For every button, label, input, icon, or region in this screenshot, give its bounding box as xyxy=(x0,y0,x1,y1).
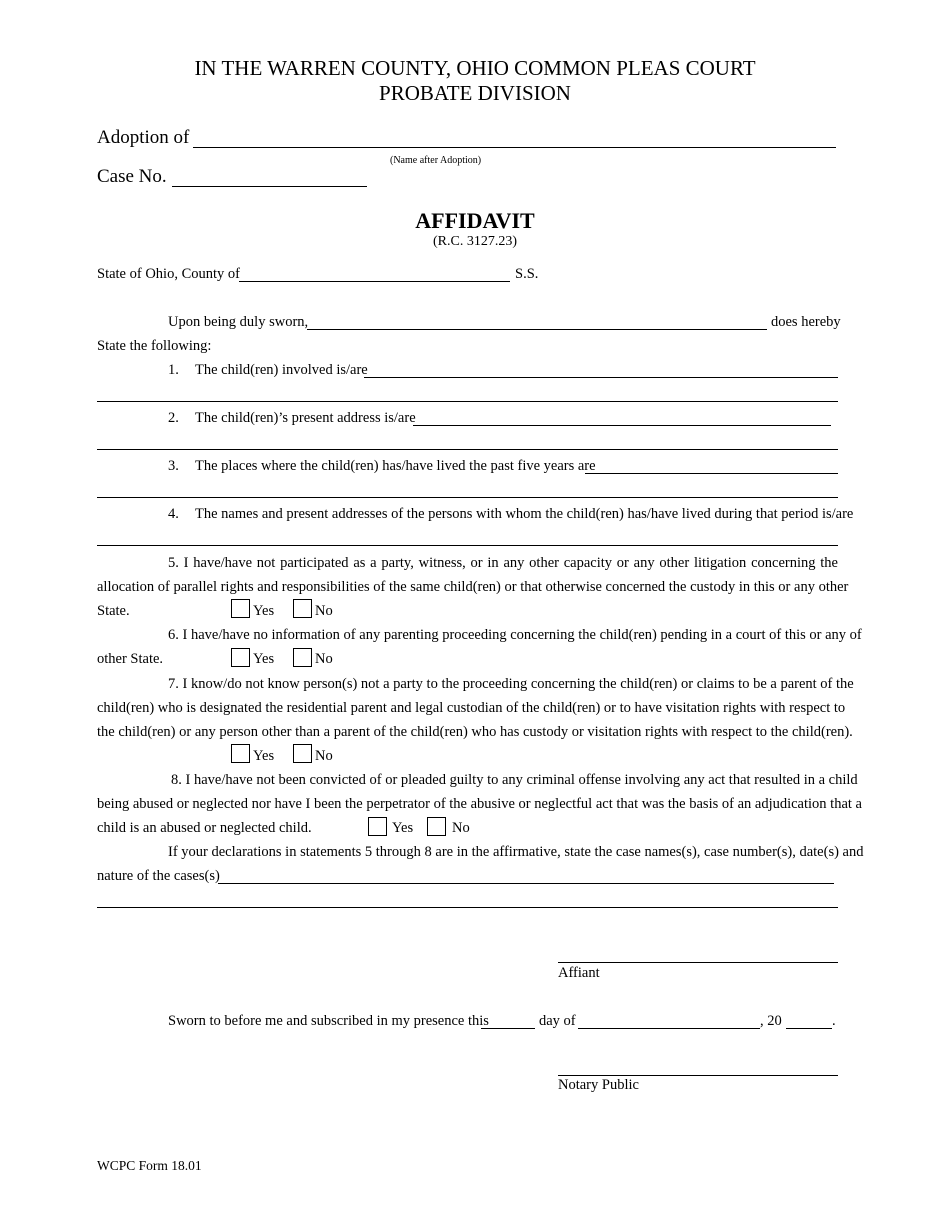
q8-line-1: 8. I have/have not been convicted of or pleaded guilty to any criminal offense involving any act that resulted in a child xyxy=(171,772,858,788)
affiant-label: Affiant xyxy=(558,965,600,981)
court-title: IN THE WARREN COUNTY, OHIO COMMON PLEAS COURT xyxy=(194,56,756,80)
affirmative-line-1: If your declarations in statements 5 through 8 are in the affirmative, state the case names(s), case number(s), date(s) and xyxy=(168,844,864,860)
q7-line-3: the child(ren) or any person other than a parent of the child(ren) who has custody or visitation rights with respect to the child(ren). xyxy=(97,724,853,740)
affiant-signature-line[interactable] xyxy=(558,962,838,963)
q8-yes-label: Yes xyxy=(392,820,414,836)
q7-yes-checkbox[interactable] xyxy=(231,744,250,763)
q5-line-1: 5. I have/have not participated as a party, witness, or in any other capacity or any other litigation concerning the xyxy=(168,555,838,571)
q6-no-label: No xyxy=(315,651,333,667)
item-3-field-continued[interactable] xyxy=(97,497,838,498)
affidavit-title: AFFIDAVIT xyxy=(415,208,535,233)
item-1-field[interactable] xyxy=(364,377,838,378)
item-4-field[interactable] xyxy=(97,545,838,546)
venue-label: State of Ohio, County of xyxy=(97,266,240,282)
affiant-name-field[interactable] xyxy=(307,329,767,330)
item-2-field-continued[interactable] xyxy=(97,449,838,450)
sworn-year-field[interactable] xyxy=(786,1028,832,1029)
q5-line-3: State. xyxy=(97,603,130,619)
q7-no-label: No xyxy=(315,748,333,764)
sworn-day-of: day of xyxy=(539,1013,576,1029)
item-2-text: The child(ren)’s present address is/are xyxy=(195,410,416,426)
q5-yes-checkbox[interactable] xyxy=(231,599,250,618)
item-3-text: The places where the child(ren) has/have lived the past five years are xyxy=(195,458,596,474)
item-1-field-continued[interactable] xyxy=(97,401,838,402)
adoption-label: Adoption of xyxy=(97,127,190,148)
affirmative-line-2: nature of the cases(s) xyxy=(97,868,220,884)
q7-line-1: 7. I know/do not know person(s) not a party to the proceeding concerning the child(ren) or claims to be a parent of the xyxy=(168,676,854,692)
q5-no-label: No xyxy=(315,603,333,619)
q7-no-checkbox[interactable] xyxy=(293,744,312,763)
q7-yes-label: Yes xyxy=(253,748,275,764)
q8-line-3: child is an abused or neglected child. xyxy=(97,820,312,836)
q6-line-1: 6. I have/have no information of any parenting proceeding concerning the child(ren) pending in a court of this or any of xyxy=(168,627,862,643)
q6-yes-label: Yes xyxy=(253,651,275,667)
q5-no-checkbox[interactable] xyxy=(293,599,312,618)
state-following: State the following: xyxy=(97,338,212,354)
sworn-statement: Sworn to before me and subscribed in my presence this xyxy=(168,1013,489,1029)
item-4-number: 4. xyxy=(168,506,179,522)
q8-no-label: No xyxy=(452,820,470,836)
adoption-name-hint: (Name after Adoption) xyxy=(390,155,482,166)
item-1-number: 1. xyxy=(168,362,179,378)
case-details-field-continued[interactable] xyxy=(97,907,838,908)
q6-yes-checkbox[interactable] xyxy=(231,648,250,667)
item-1-text: The child(ren) involved is/are xyxy=(195,362,368,378)
division-title: PROBATE DIVISION xyxy=(379,81,571,105)
does-hereby: does hereby xyxy=(771,314,841,330)
case-number-label: Case No. xyxy=(97,166,167,187)
case-number-field[interactable] xyxy=(172,186,367,187)
sworn-month-field[interactable] xyxy=(578,1028,760,1029)
q7-line-2: child(ren) who is designated the residential parent and legal custodian of the child(ren) or to have visitation rights with respect to xyxy=(97,700,846,716)
notary-signature-line[interactable] xyxy=(558,1075,838,1076)
q6-line-2: other State. xyxy=(97,651,164,667)
q5-line-2: allocation of parallel rights and responsibilities of the same child(ren) or that otherwise concerned the custody in this or any other xyxy=(97,579,849,595)
statute-reference: (R.C. 3127.23) xyxy=(433,234,517,249)
item-2-number: 2. xyxy=(168,410,179,426)
notary-label: Notary Public xyxy=(558,1077,639,1093)
sworn-intro: Upon being duly sworn, xyxy=(168,314,309,330)
q8-line-2: being abused or neglected nor have I been the perpetrator of the abusive or neglectful act that was the basis of an adjudication that a xyxy=(97,796,862,812)
sworn-end-period: . xyxy=(832,1013,836,1029)
sworn-year-prefix: , 20 xyxy=(760,1013,782,1029)
county-field[interactable] xyxy=(239,281,510,282)
venue-ss: S.S. xyxy=(515,266,539,282)
form-id: WCPC Form 18.01 xyxy=(97,1158,202,1173)
q8-yes-checkbox[interactable] xyxy=(368,817,387,836)
adoption-name-field[interactable] xyxy=(193,147,836,148)
item-2-field[interactable] xyxy=(413,425,831,426)
item-3-number: 3. xyxy=(168,458,179,474)
q8-no-checkbox[interactable] xyxy=(427,817,446,836)
q6-no-checkbox[interactable] xyxy=(293,648,312,667)
sworn-day-field[interactable] xyxy=(481,1028,535,1029)
q5-yes-label: Yes xyxy=(253,603,275,619)
item-3-field[interactable] xyxy=(585,473,838,474)
case-details-field[interactable] xyxy=(218,883,834,884)
item-4-text: The names and present addresses of the persons with whom the child(ren) has/have lived during that period is/are xyxy=(195,506,854,522)
